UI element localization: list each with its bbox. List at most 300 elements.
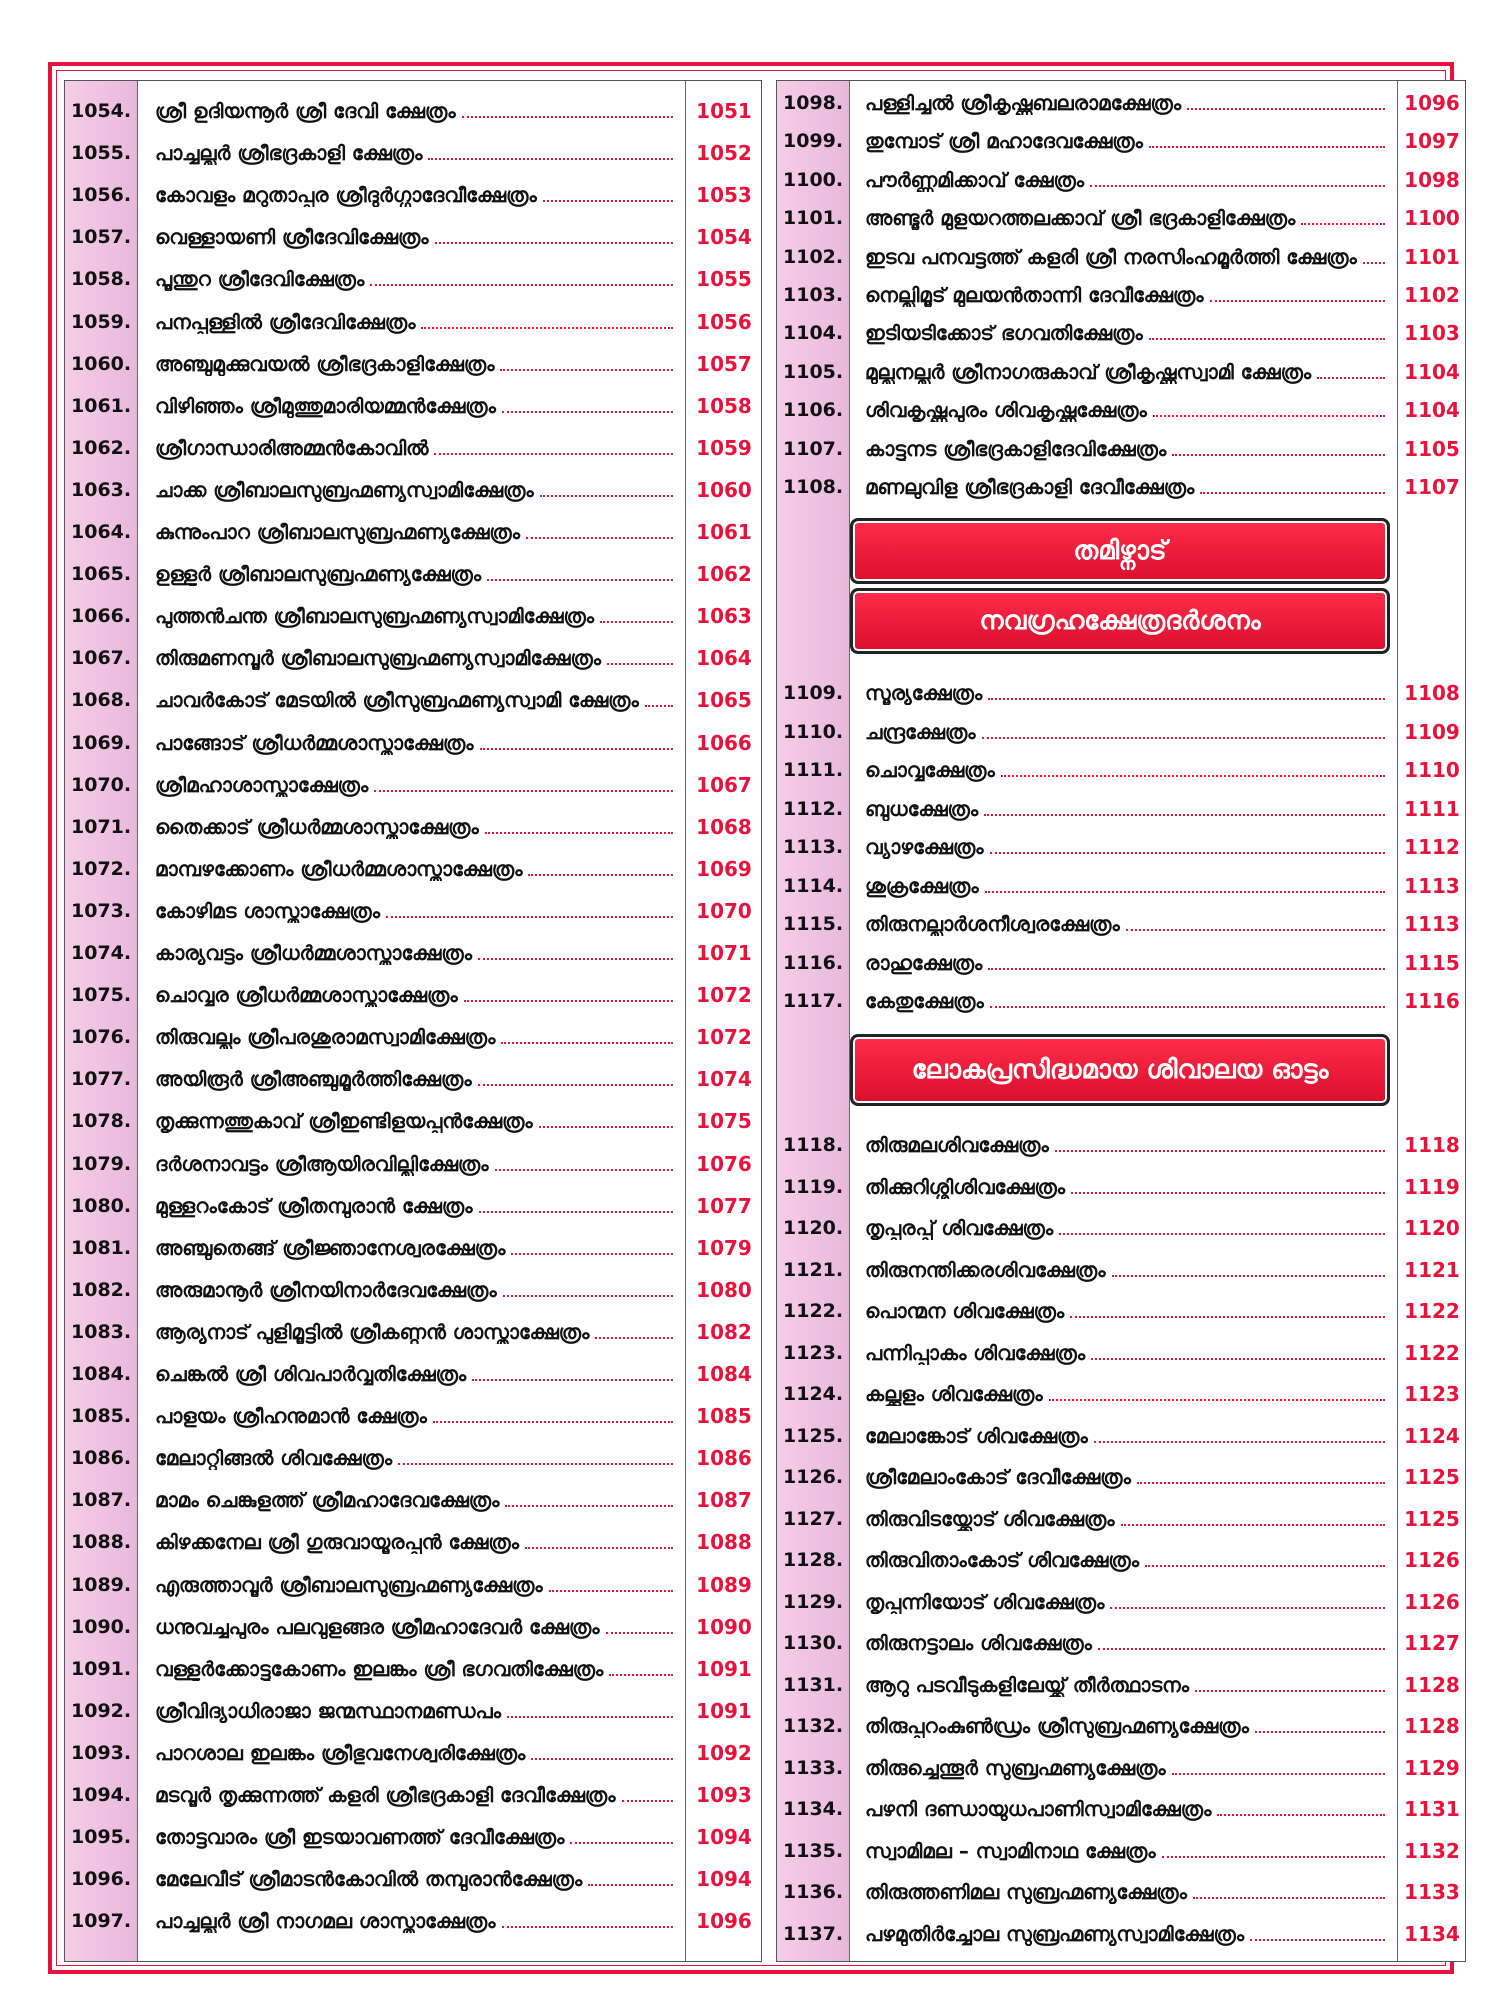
dot-leader [502, 1926, 673, 1928]
entry-page-number: 1119 [1404, 1174, 1460, 1199]
entry-page-number: 1063 [696, 604, 752, 629]
list-item [777, 467, 1465, 507]
list-item [65, 975, 761, 1015]
entry-title-text: കോവളം മറുതാപ്പുര ശ്രീദുർഗ്ഗാദേവീക്ഷേത്രം [155, 183, 537, 208]
entry-title-text: എരുത്താവൂർ ശ്രീബാലസുബ്രഹ്മണ്യക്ഷേത്രം [155, 1572, 543, 1597]
list-item [65, 133, 761, 173]
entry-title [865, 321, 1385, 345]
list-item [777, 198, 1465, 238]
entry-page-number: 1075 [696, 1109, 752, 1134]
entry-title-text: പഴനി ദണ്ഡായുധപാണിസ്വാമിക്ഷേത്രം [865, 1797, 1212, 1821]
entry-title [865, 758, 1385, 782]
entry-page-number: 1111 [1404, 796, 1460, 821]
dot-leader [531, 1758, 673, 1760]
entry-title [865, 398, 1385, 422]
entry-title [865, 1258, 1385, 1282]
entry-number: 1075. [71, 984, 132, 1007]
entry-title [155, 688, 673, 712]
list-item [65, 765, 761, 805]
entry-title [155, 1152, 673, 1176]
entry-page-number: 1128 [1404, 1714, 1460, 1738]
list-item [65, 344, 761, 384]
list-item [777, 160, 1465, 200]
entry-number: 1072. [71, 857, 132, 880]
entry-title [865, 1465, 1385, 1489]
entry-number: 1067. [71, 647, 132, 670]
dot-leader [495, 1169, 673, 1171]
entry-title-text: വള്ളൂർക്കോട്ടുകോണം ഇലങ്കം ശ്രീ ഭഗവതിക്ഷേത്രം [155, 1656, 604, 1681]
list-item [777, 904, 1465, 944]
entry-page-number: 1096 [696, 1909, 752, 1934]
entry-page-number: 1093 [696, 1783, 752, 1807]
entry-number: 1125. [783, 1424, 844, 1447]
dot-leader [1055, 1150, 1385, 1152]
list-item [777, 1831, 1465, 1871]
entry-title [865, 1922, 1385, 1946]
entry-title-text: അഞ്ചുതെങ്ങ് ശ്രീജ്ഞാനേശ്വരക്ഷേത്രം [155, 1235, 506, 1260]
entry-title [155, 1109, 673, 1133]
list-item [65, 680, 761, 720]
entry-title [865, 283, 1385, 307]
entry-number: 1132. [783, 1715, 844, 1737]
entry-title-text: കേതുക്ഷേത്രം [865, 989, 984, 1013]
dot-leader [1250, 1939, 1385, 1941]
entry-title [155, 1194, 673, 1218]
entry-title-text: തോട്ടവാരം ശ്രീ ഇടയാവണത്ത് ദേവീക്ഷേത്രം [155, 1825, 565, 1850]
entry-number: 1106. [783, 399, 844, 422]
entry-title-text: തിരുനല്ലാർശനീശ്വരക്ഷേത്രം [865, 912, 1120, 936]
entry-page-number: 1132 [1404, 1838, 1460, 1863]
entry-page-number: 1107 [1404, 475, 1460, 499]
entry-page-number: 1125 [1404, 1506, 1460, 1531]
entry-title [865, 475, 1385, 499]
entry-number: 1091. [71, 1657, 132, 1680]
entry-number: 1080. [71, 1194, 132, 1217]
list-item [777, 866, 1465, 906]
dot-leader [386, 916, 673, 918]
entry-title [155, 99, 673, 123]
entry-title-text: ശ്രീവിദ്യാധിരാജാ ജന്മസ്ഥാനമണ്ഡപം [155, 1698, 501, 1723]
entry-page-number: 1051 [696, 99, 752, 123]
entry-page-number: 1079 [696, 1235, 752, 1260]
entry-page-number: 1120 [1404, 1216, 1460, 1240]
dot-leader [480, 748, 673, 750]
entry-title [155, 1236, 673, 1260]
entry-title-text: ശ്രീമഹാശാസ്താക്ഷേത്രം [155, 772, 369, 797]
list-item [777, 1706, 1465, 1746]
entry-page-number: 1115 [1404, 950, 1460, 975]
entry-page-number: 1082 [696, 1319, 752, 1344]
entry-title-text: പൊന്മന ശിവക്ഷേത്രം [865, 1299, 1065, 1323]
entry-title-text: തൈക്കാട് ശ്രീധർമ്മശാസ്താക്ഷേത്രം [155, 814, 479, 839]
dot-leader [1137, 1482, 1385, 1484]
entry-title [865, 1631, 1385, 1655]
entry-number: 1100. [783, 168, 844, 191]
entry-page-number: 1056 [696, 309, 752, 334]
entry-page-number: 1101 [1404, 244, 1460, 269]
list-item [777, 1872, 1465, 1912]
dot-leader [502, 411, 673, 413]
entry-title [865, 912, 1385, 936]
entry-number: 1136. [783, 1881, 844, 1903]
entry-number: 1059. [71, 310, 132, 333]
entry-number: 1116. [783, 951, 844, 974]
entry-number: 1101. [783, 207, 844, 230]
dot-leader [374, 790, 673, 792]
entry-page-number: 1122 [1404, 1299, 1460, 1323]
list-item [65, 1186, 761, 1226]
entry-title-text: പാളയം ശ്രീഹനുമാൻ ക്ഷേത്രം [155, 1404, 427, 1429]
entry-title-text: ഇടിയടിക്കോട് ഭഗവതിക്ഷേത്രം [865, 321, 1143, 346]
entry-number: 1062. [71, 436, 132, 459]
entry-title [865, 874, 1385, 898]
entry-page-number: 1076 [696, 1151, 752, 1176]
list-item [777, 1665, 1465, 1705]
list-item [65, 175, 761, 215]
dot-leader [1059, 1233, 1385, 1235]
entry-page-number: 1094 [696, 1867, 752, 1892]
entry-title [155, 352, 673, 376]
list-item [65, 217, 761, 257]
entry-number: 1121. [783, 1258, 844, 1281]
list-item [777, 1582, 1465, 1622]
entry-page-number: 1067 [696, 772, 752, 797]
dot-leader [549, 1590, 673, 1592]
entry-title-text: കുന്നുംപാറ ശ്രീബാലസുബ്രഹ്മണ്യക്ഷേത്രം [155, 520, 521, 544]
list-item [777, 789, 1465, 829]
list-item [777, 943, 1465, 983]
entry-title [155, 310, 673, 334]
entry-number: 1085. [71, 1405, 132, 1428]
entry-title-text: തൃപ്പന്നിയോട് ശിവക്ഷേത്രം [865, 1589, 1105, 1614]
entry-title-text: അഞ്ചുമുക്കുവയൽ ശ്രീഭദ്രകാളിക്ഷേത്രം [155, 351, 495, 376]
dot-leader [500, 369, 673, 371]
list-item [65, 891, 761, 931]
entry-page-number: 1118 [1404, 1133, 1460, 1157]
entry-title [865, 797, 1385, 821]
entry-title-text: മുള്ളറംകോട് ശ്രീതമ്പുരാൻ ക്ഷേത്രം [155, 1193, 473, 1218]
entry-title [155, 1278, 673, 1302]
entry-number: 1076. [71, 1026, 132, 1049]
entry-title-text: പാച്ചല്ലൂർ ശ്രീഭദ്രകാളി ക്ഷേത്രം [155, 141, 423, 166]
entry-title [155, 1783, 673, 1807]
dot-leader [503, 1295, 673, 1297]
dot-leader [1162, 1856, 1385, 1858]
entry-title-text: തിരുനട്ടാലം ശിവക്ഷേത്രം [865, 1631, 1092, 1655]
list-item [65, 807, 761, 847]
list-item [777, 1250, 1465, 1290]
entry-title [155, 1488, 673, 1512]
list-item [777, 429, 1465, 469]
entry-title-text: പാച്ചല്ലൂർ ശ്രീ നാഗമല ശാസ്താക്ഷേത്രം [155, 1909, 496, 1934]
entry-page-number: 1080 [696, 1277, 752, 1302]
entry-number: 1133. [783, 1756, 844, 1779]
dot-leader [526, 537, 673, 539]
list-item [777, 1291, 1465, 1331]
entry-page-number: 1052 [696, 141, 752, 166]
section-header-sivalaya-title: ലോകപ്രസിദ്ധമായ ശിവാലയ ഓട്ടം [911, 1054, 1329, 1085]
entry-number: 1056. [71, 184, 132, 207]
list-item [777, 827, 1465, 867]
list-item [65, 1270, 761, 1310]
entry-number: 1123. [783, 1341, 844, 1364]
entry-number: 1083. [71, 1320, 132, 1343]
entry-title [155, 1825, 673, 1849]
entry-page-number: 1131 [1404, 1797, 1460, 1821]
dot-leader [645, 705, 673, 707]
entry-title [155, 731, 673, 755]
dot-leader [540, 495, 673, 497]
entry-number: 1108. [783, 476, 844, 498]
entry-number: 1113. [783, 836, 844, 858]
entry-title [865, 91, 1385, 115]
dot-leader [984, 814, 1385, 816]
entry-page-number: 1060 [696, 477, 752, 502]
dot-leader [988, 698, 1385, 700]
entry-page-number: 1113 [1404, 873, 1460, 898]
entry-title-text: ശ്രീഗാന്ധാരിഅമ്മൻകോവിൽ [155, 435, 429, 460]
entry-title [155, 1404, 673, 1428]
entry-page-number: 1104 [1404, 359, 1460, 384]
entry-title [865, 1590, 1385, 1614]
entry-title [865, 989, 1385, 1013]
entry-title-text: കിഴക്കനേല ശ്രീ ഗുരുവായൂരപ്പൻ ക്ഷേത്രം [155, 1530, 519, 1555]
entry-title-text: തിരുച്ചെന്തൂർ സുബ്രഹ്മണ്യക്ഷേത്രം [865, 1755, 1166, 1780]
list-item [777, 750, 1465, 790]
entry-page-number: 1086 [696, 1446, 752, 1471]
entry-title-text: പാങ്ങോട് ശ്രീധർമ്മശാസ്താക്ഷേത്രം [155, 730, 474, 755]
entry-number: 1099. [783, 130, 844, 153]
entry-page-number: 1123 [1404, 1382, 1460, 1406]
entry-title-text: മടവൂർ തൃക്കുന്നത്ത് കളരി ശ്രീഭദ്രകാളി ദേവീക്ഷേത്രം [155, 1783, 616, 1807]
entry-title [865, 1797, 1385, 1821]
list-item [777, 1789, 1465, 1829]
entry-page-number: 1065 [696, 688, 752, 713]
entry-title-text: തിരുത്തണിമല സുബ്രഹ്മണ്യക്ഷേത്രം [865, 1880, 1187, 1904]
entry-title-text: ആര്യനാട് പുളിമൂട്ടിൽ ശ്രീകണ്ഠൻ ശാസ്താക്ഷേത്രം [155, 1319, 590, 1344]
entry-number: 1060. [71, 352, 132, 375]
entry-page-number: 1100 [1404, 206, 1460, 231]
dot-leader [528, 874, 673, 876]
entry-number: 1126. [783, 1466, 844, 1488]
dot-leader [570, 1842, 673, 1844]
dot-leader [435, 242, 673, 244]
entry-title-text: തിരുമണമ്പൂർ ശ്രീബാലസുബ്രഹ്മണ്യസ്വാമിക്ഷേത്രം [155, 646, 602, 671]
entry-title [865, 1507, 1385, 1531]
entry-title [865, 168, 1385, 192]
list-item [777, 83, 1465, 123]
entry-title [155, 899, 673, 923]
list-item [777, 1914, 1465, 1954]
dot-leader [1094, 1441, 1385, 1443]
entry-title-text: കാര്യവട്ടം ശ്രീധർമ്മശാസ്താക്ഷേത്രം [155, 941, 472, 965]
entry-title [865, 1880, 1385, 1904]
entry-title [155, 773, 673, 797]
entry-title-text: പഴമുതിർച്ചോല സുബ്രഹ്മണ്യസ്വാമിക്ഷേത്രം [865, 1921, 1245, 1946]
entry-page-number: 1091 [696, 1656, 752, 1681]
entry-number: 1094. [71, 1784, 132, 1806]
section-header-sivalaya [850, 1034, 1390, 1106]
entry-page-number: 1088 [696, 1530, 752, 1555]
entry-page-number: 1108 [1404, 681, 1460, 705]
list-item [777, 1208, 1465, 1248]
entry-number: 1086. [71, 1447, 132, 1470]
list-item [65, 554, 761, 594]
dot-leader [434, 453, 673, 455]
entry-page-number: 1126 [1404, 1589, 1460, 1614]
entry-title [155, 1867, 673, 1891]
entry-number: 1135. [783, 1839, 844, 1862]
entry-title-text: കല്ക്കുളം ശിവക്ഷേത്രം [865, 1382, 1043, 1406]
entry-title-text: തൃക്കുന്നത്തുകാവ് ശ്രീഇണ്ടിളയപ്പൻക്ഷേത്രം [155, 1109, 533, 1134]
entry-title [865, 1175, 1385, 1199]
entry-title [865, 835, 1385, 859]
entry-number: 1084. [71, 1363, 132, 1385]
entry-title [155, 478, 673, 502]
entry-title-text: തൃപ്പരപ്പ് ശിവക്ഷേത്രം [865, 1216, 1054, 1240]
dot-leader [990, 1006, 1385, 1008]
entry-title [155, 394, 673, 418]
entry-number: 1087. [71, 1489, 132, 1512]
entry-title-text: ചന്ദ്രക്ഷേത്രം [865, 719, 976, 744]
entry-number: 1055. [71, 142, 132, 165]
dot-leader [1149, 338, 1385, 340]
entry-title-text: ശുക്രക്ഷേത്രം [865, 873, 979, 898]
entry-number: 1071. [71, 815, 132, 838]
list-item [777, 1167, 1465, 1207]
list-item [65, 638, 761, 678]
dot-leader [1255, 1731, 1385, 1733]
dot-leader [595, 1337, 673, 1339]
entry-title [155, 646, 673, 670]
dot-leader [421, 327, 673, 329]
list-item [65, 1522, 761, 1562]
entry-title [155, 815, 673, 839]
list-item [65, 849, 761, 889]
entry-number: 1111. [783, 759, 844, 781]
entry-title-text: മുല്ലനല്ലൂർ ശ്രീനാഗരുകാവ് ശ്രീകൃഷ്ണസ്വാമി ക്ഷേത്രം [865, 359, 1312, 384]
dot-leader [1317, 377, 1385, 379]
entry-number: 1078. [71, 1110, 132, 1133]
dot-leader [1049, 1399, 1385, 1401]
entry-page-number: 1053 [696, 183, 752, 208]
entry-title-text: മേലാങ്കോട് ശിവക്ഷേത്രം [865, 1423, 1088, 1448]
entry-title-text: ധനുവച്ചപുരം പലവുളങ്ങര ശ്രീമഹാദേവർ ക്ഷേത്രം [155, 1614, 600, 1639]
entry-number: 1065. [71, 563, 132, 586]
entry-number: 1130. [783, 1632, 844, 1654]
entry-title-text: തിരുനന്തിക്കരശിവക്ഷേത്രം [865, 1257, 1106, 1282]
entry-title-text: കോഴിമട ശാസ്താക്ഷേത്രം [155, 898, 380, 923]
entry-title [865, 1548, 1385, 1572]
entry-page-number: 1071 [696, 941, 752, 965]
entry-number: 1137. [783, 1922, 844, 1945]
entry-title [155, 604, 673, 628]
entry-page-number: 1072 [696, 1025, 752, 1050]
dot-leader [505, 1505, 673, 1507]
dot-leader [622, 1800, 673, 1802]
dot-leader [1145, 1565, 1385, 1567]
entry-title [865, 206, 1385, 230]
entry-number: 1082. [71, 1278, 132, 1301]
entry-page-number: 1121 [1404, 1257, 1460, 1282]
entry-number: 1122. [783, 1300, 844, 1322]
section-header-tamilnadu-title: തമിഴ്നാട് [1073, 535, 1167, 566]
list-item [777, 1499, 1465, 1539]
dot-leader [1091, 1358, 1385, 1360]
entry-number: 1127. [783, 1507, 844, 1530]
list-item [65, 1396, 761, 1436]
entry-number: 1068. [71, 689, 132, 712]
entry-page-number: 1097 [1404, 129, 1460, 154]
entry-title [155, 1025, 673, 1049]
entry-title [865, 437, 1385, 461]
entry-title-text: മേലാറ്റിങ്ങൽ ശിവക്ഷേത്രം [155, 1446, 393, 1471]
entry-title-text: പള്ളിച്ചൽ ശ്രീകൃഷ്ണബലരാമക്ഷേത്രം [865, 91, 1182, 115]
list-item [65, 1228, 761, 1268]
entry-number: 1057. [71, 226, 132, 249]
entry-number: 1081. [71, 1236, 132, 1259]
entry-page-number: 1085 [696, 1404, 752, 1429]
entry-page-number: 1103 [1404, 321, 1460, 346]
entry-page-number: 1055 [696, 267, 752, 292]
list-item [65, 1649, 761, 1689]
entry-number: 1115. [783, 913, 844, 935]
entry-title [155, 941, 673, 965]
entry-title-text: പുത്തൻചന്ത ശ്രീബാലസുബ്രഹ്മണ്യസ്വാമിക്ഷേത്രം [155, 604, 595, 629]
entry-number: 1095. [71, 1826, 132, 1849]
list-item [777, 1457, 1465, 1497]
entry-title [865, 1673, 1385, 1697]
entry-title [155, 520, 673, 544]
entry-page-number: 1094 [696, 1825, 752, 1850]
entry-page-number: 1084 [696, 1362, 752, 1386]
dot-leader [988, 968, 1385, 970]
dot-leader [1210, 300, 1385, 302]
right-column [776, 80, 1466, 1962]
entry-title [155, 225, 673, 249]
entry-title [155, 983, 673, 1007]
dot-leader [1193, 1897, 1385, 1899]
list-item [65, 1312, 761, 1352]
entry-number: 1054. [71, 100, 132, 122]
entry-page-number: 1090 [696, 1614, 752, 1639]
entry-number: 1063. [71, 478, 132, 501]
entry-page-number: 1122 [1404, 1340, 1460, 1365]
list-item [777, 121, 1465, 161]
dot-leader [1112, 1275, 1386, 1277]
entry-number: 1089. [71, 1573, 132, 1596]
entry-number: 1134. [783, 1798, 844, 1820]
entry-title-text: സ്വാമിമല – സ്വാമിനാഥ ക്ഷേത്രം [865, 1838, 1156, 1863]
list-item [777, 981, 1465, 1021]
entry-page-number: 1087 [696, 1488, 752, 1513]
dot-leader [479, 1211, 674, 1213]
list-item [777, 352, 1465, 392]
entry-title [865, 1382, 1385, 1406]
entry-title-text: പാറശാല ഇലങ്കം ശ്രീഭുവനേശ്വരിക്ഷേത്രം [155, 1740, 526, 1765]
section-header-navagraha [850, 588, 1390, 654]
list-item [65, 428, 761, 468]
dot-leader [982, 737, 1385, 739]
entry-page-number: 1062 [696, 562, 752, 587]
entry-title-text: ചാക്ക ശ്രീബാലസുബ്രഹ്മണ്യസ്വാമിക്ഷേത്രം [155, 477, 534, 502]
entry-number: 1074. [71, 942, 132, 964]
entry-title [155, 141, 673, 165]
list-item [65, 1017, 761, 1057]
entry-page-number: 1057 [696, 351, 752, 376]
entry-title-text: ആറു പടവീടുകളിലേയ്ക്ക് തീർത്ഥാടനം [865, 1672, 1190, 1697]
entry-number: 1069. [71, 731, 132, 754]
